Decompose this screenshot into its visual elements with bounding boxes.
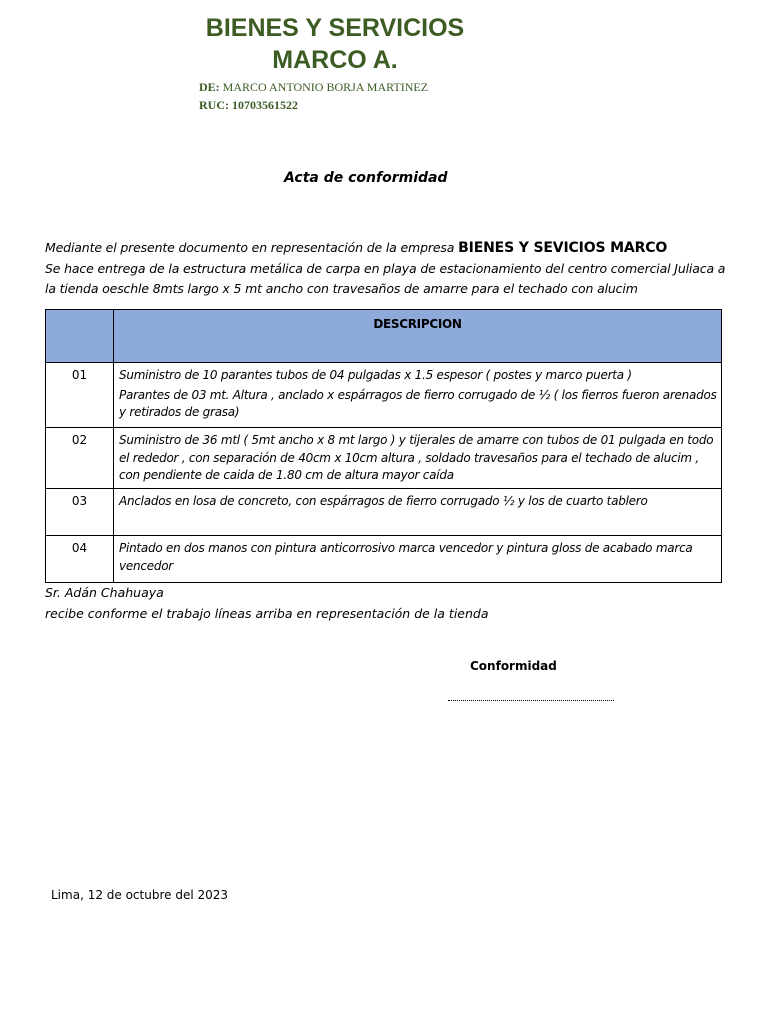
- intro-company-name: BIENES Y SEVICIOS MARCO: [458, 240, 668, 256]
- row-description-line: Parantes de 03 mt. Altura , anclado x espárragos de fierro corrugado de ½ ( los fierros fueron arenados y retirados de grasa): [119, 387, 717, 419]
- row-description: [114, 489, 722, 536]
- company-name-line1: BIENES Y SERVICIOS: [205, 14, 465, 42]
- table-row: [46, 489, 722, 536]
- ruc-label: RUC:: [199, 98, 229, 112]
- row-description-line: Pintado en dos manos con pintura anticorrosivo marca vencedor y pintura gloss de acabado marca vencedor: [119, 541, 693, 573]
- ruc-number: 10703561522: [232, 98, 298, 112]
- company-name: [195, 12, 475, 76]
- place-date: Lima, 12 de octubre del 2023: [51, 888, 229, 902]
- description-table: [45, 309, 722, 583]
- row-description-line: Anclados en losa de concreto, con espárragos de fierro corrugado ½ y los de cuarto tablero: [119, 494, 648, 508]
- row-description-line: Suministro de 10 parantes tubos de 04 pulgadas x 1.5 espesor ( postes y marco puerta ): [119, 368, 632, 382]
- table-row: [46, 428, 722, 489]
- receiver-name: Sr. Adán Chahuaya: [45, 585, 164, 600]
- intro-paragraph: [45, 238, 735, 300]
- table-header-number: [46, 310, 114, 363]
- row-number: 03: [46, 489, 114, 536]
- table-row: [46, 536, 722, 583]
- signature-line: [448, 700, 614, 701]
- row-description: [114, 428, 722, 489]
- receiver-statement: recibe conforme el trabajo líneas arriba en representación de la tienda: [45, 605, 489, 621]
- row-description-line: Suministro de 36 mtl ( 5mt ancho x 8 mt largo ) y tijerales de amarre con tubos de 01 pulgada en todo el rededor , con separación de 40cm x 10cm altura , soldado travesaños para el techado de alucim , con pendiente de caida de 1.80 cm de altura mayor caída: [119, 433, 714, 482]
- owner-label: DE:: [199, 80, 220, 94]
- table-header-row: [46, 310, 722, 363]
- ruc-line: [199, 98, 298, 113]
- row-number: 01: [46, 363, 114, 428]
- conformity-label: Conformidad: [470, 659, 557, 673]
- row-description: [114, 536, 722, 583]
- table-row: [46, 363, 722, 428]
- table-header-description: DESCRIPCION: [114, 310, 722, 363]
- company-name-line2: MARCO A.: [272, 46, 398, 74]
- row-number: 02: [46, 428, 114, 489]
- intro-lead-text: Mediante el presente documento en representación de la empresa: [45, 240, 459, 255]
- row-number: 04: [46, 536, 114, 583]
- intro-body-text: Se hace entrega de la estructura metálica de carpa en playa de estacionamiento del centro comercial Juliaca a la tienda oeschle 8mts largo x 5 mt ancho con travesaños de amarre para el techado con alucim: [45, 260, 726, 296]
- owner-line: [199, 80, 428, 95]
- document-title: Acta de conformidad: [284, 170, 448, 186]
- receiver-block: [45, 583, 489, 624]
- row-description: [114, 363, 722, 428]
- owner-name: MARCO ANTONIO BORJA MARTINEZ: [222, 80, 429, 94]
